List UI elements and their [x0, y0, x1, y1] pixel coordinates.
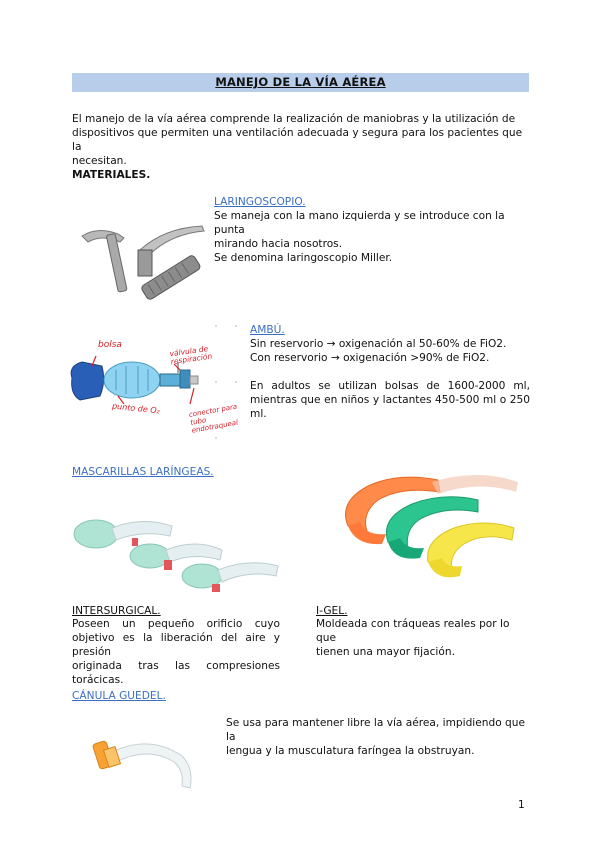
igel-masks-image: [328, 462, 528, 588]
intro-paragraph: [72, 112, 532, 168]
ambu-para-line: ml.: [250, 408, 267, 420]
page-title: MANEJO DE LA VÍA AÉREA: [215, 75, 386, 89]
intersurgical-line: torácicas.: [72, 674, 124, 686]
guedel-heading[interactable]: CÁNULA GUEDEL.: [72, 690, 166, 702]
materials-heading: MATERIALES.: [72, 169, 151, 181]
ambu-para-line: mientras que en niños y lactantes 450-500 ml o 250: [250, 394, 530, 406]
guedel-line: lengua y la musculatura faríngea la obstruyan.: [226, 745, 475, 757]
laryngoscope-heading[interactable]: LARINGOSCOPIO.: [214, 196, 306, 208]
igel-line: tienen una mayor fijación.: [316, 646, 455, 658]
intersurgical-masks-image: [72, 492, 284, 596]
laryngeal-masks-heading[interactable]: MASCARILLAS LARÍNGEAS.: [72, 466, 214, 478]
guedel-cannula-image: [90, 726, 202, 798]
laryngoscope-image: [78, 222, 210, 300]
title-band: [72, 73, 529, 92]
intro-line: El manejo de la vía aérea comprende la realización de maniobras y la utilización de: [72, 113, 516, 125]
page-number: 1: [518, 799, 525, 811]
laryngoscope-line: mirando hacia nosotros.: [214, 238, 343, 250]
ambu-annotation-conector: conector para tubo endotraqueal: [188, 402, 239, 435]
ambu-annotation-bolsa: bolsa: [98, 340, 122, 350]
intro-line: dispositivos que permiten una ventilación adecuada y segura para los pacientes que la: [72, 127, 523, 153]
ambu-heading[interactable]: AMBÚ.: [250, 324, 285, 336]
igel-line: Moldeada con tráqueas reales por lo que: [316, 618, 510, 644]
intersurgical-line: originada tras las compresiones: [72, 660, 280, 672]
ambu-para-line: En adultos se utilizan bolsas de 1600-2000 ml,: [250, 380, 530, 392]
guedel-line: Se usa para mantener libre la vía aérea, impidiendo que la: [226, 717, 526, 743]
laryngoscope-line: Se maneja con la mano izquierda y se introduce con la punta: [214, 210, 505, 236]
ambu-image: [66, 322, 248, 442]
ambu-annotation-punto: punto de O₂: [111, 401, 161, 416]
intersurgical-line: Poseen un pequeño orificio cuyo: [72, 618, 280, 630]
intersurgical-line: objetivo es la liberación del aire y presión: [72, 632, 280, 658]
intersurgical-heading: INTERSURGICAL.: [72, 605, 161, 617]
laryngoscope-line: Se denomina laringoscopio Miller.: [214, 252, 393, 264]
intro-line: necesitan.: [72, 155, 127, 167]
igel-heading: I-GEL.: [316, 605, 348, 617]
ambu-annotation-valvula: válvula de respiración: [169, 344, 213, 367]
ambu-line: Sin reservorio → oxigenación al 50-60% de FiO2.: [250, 338, 507, 350]
ambu-line: Con reservorio → oxigenación >90% de FiO2.: [250, 352, 490, 364]
